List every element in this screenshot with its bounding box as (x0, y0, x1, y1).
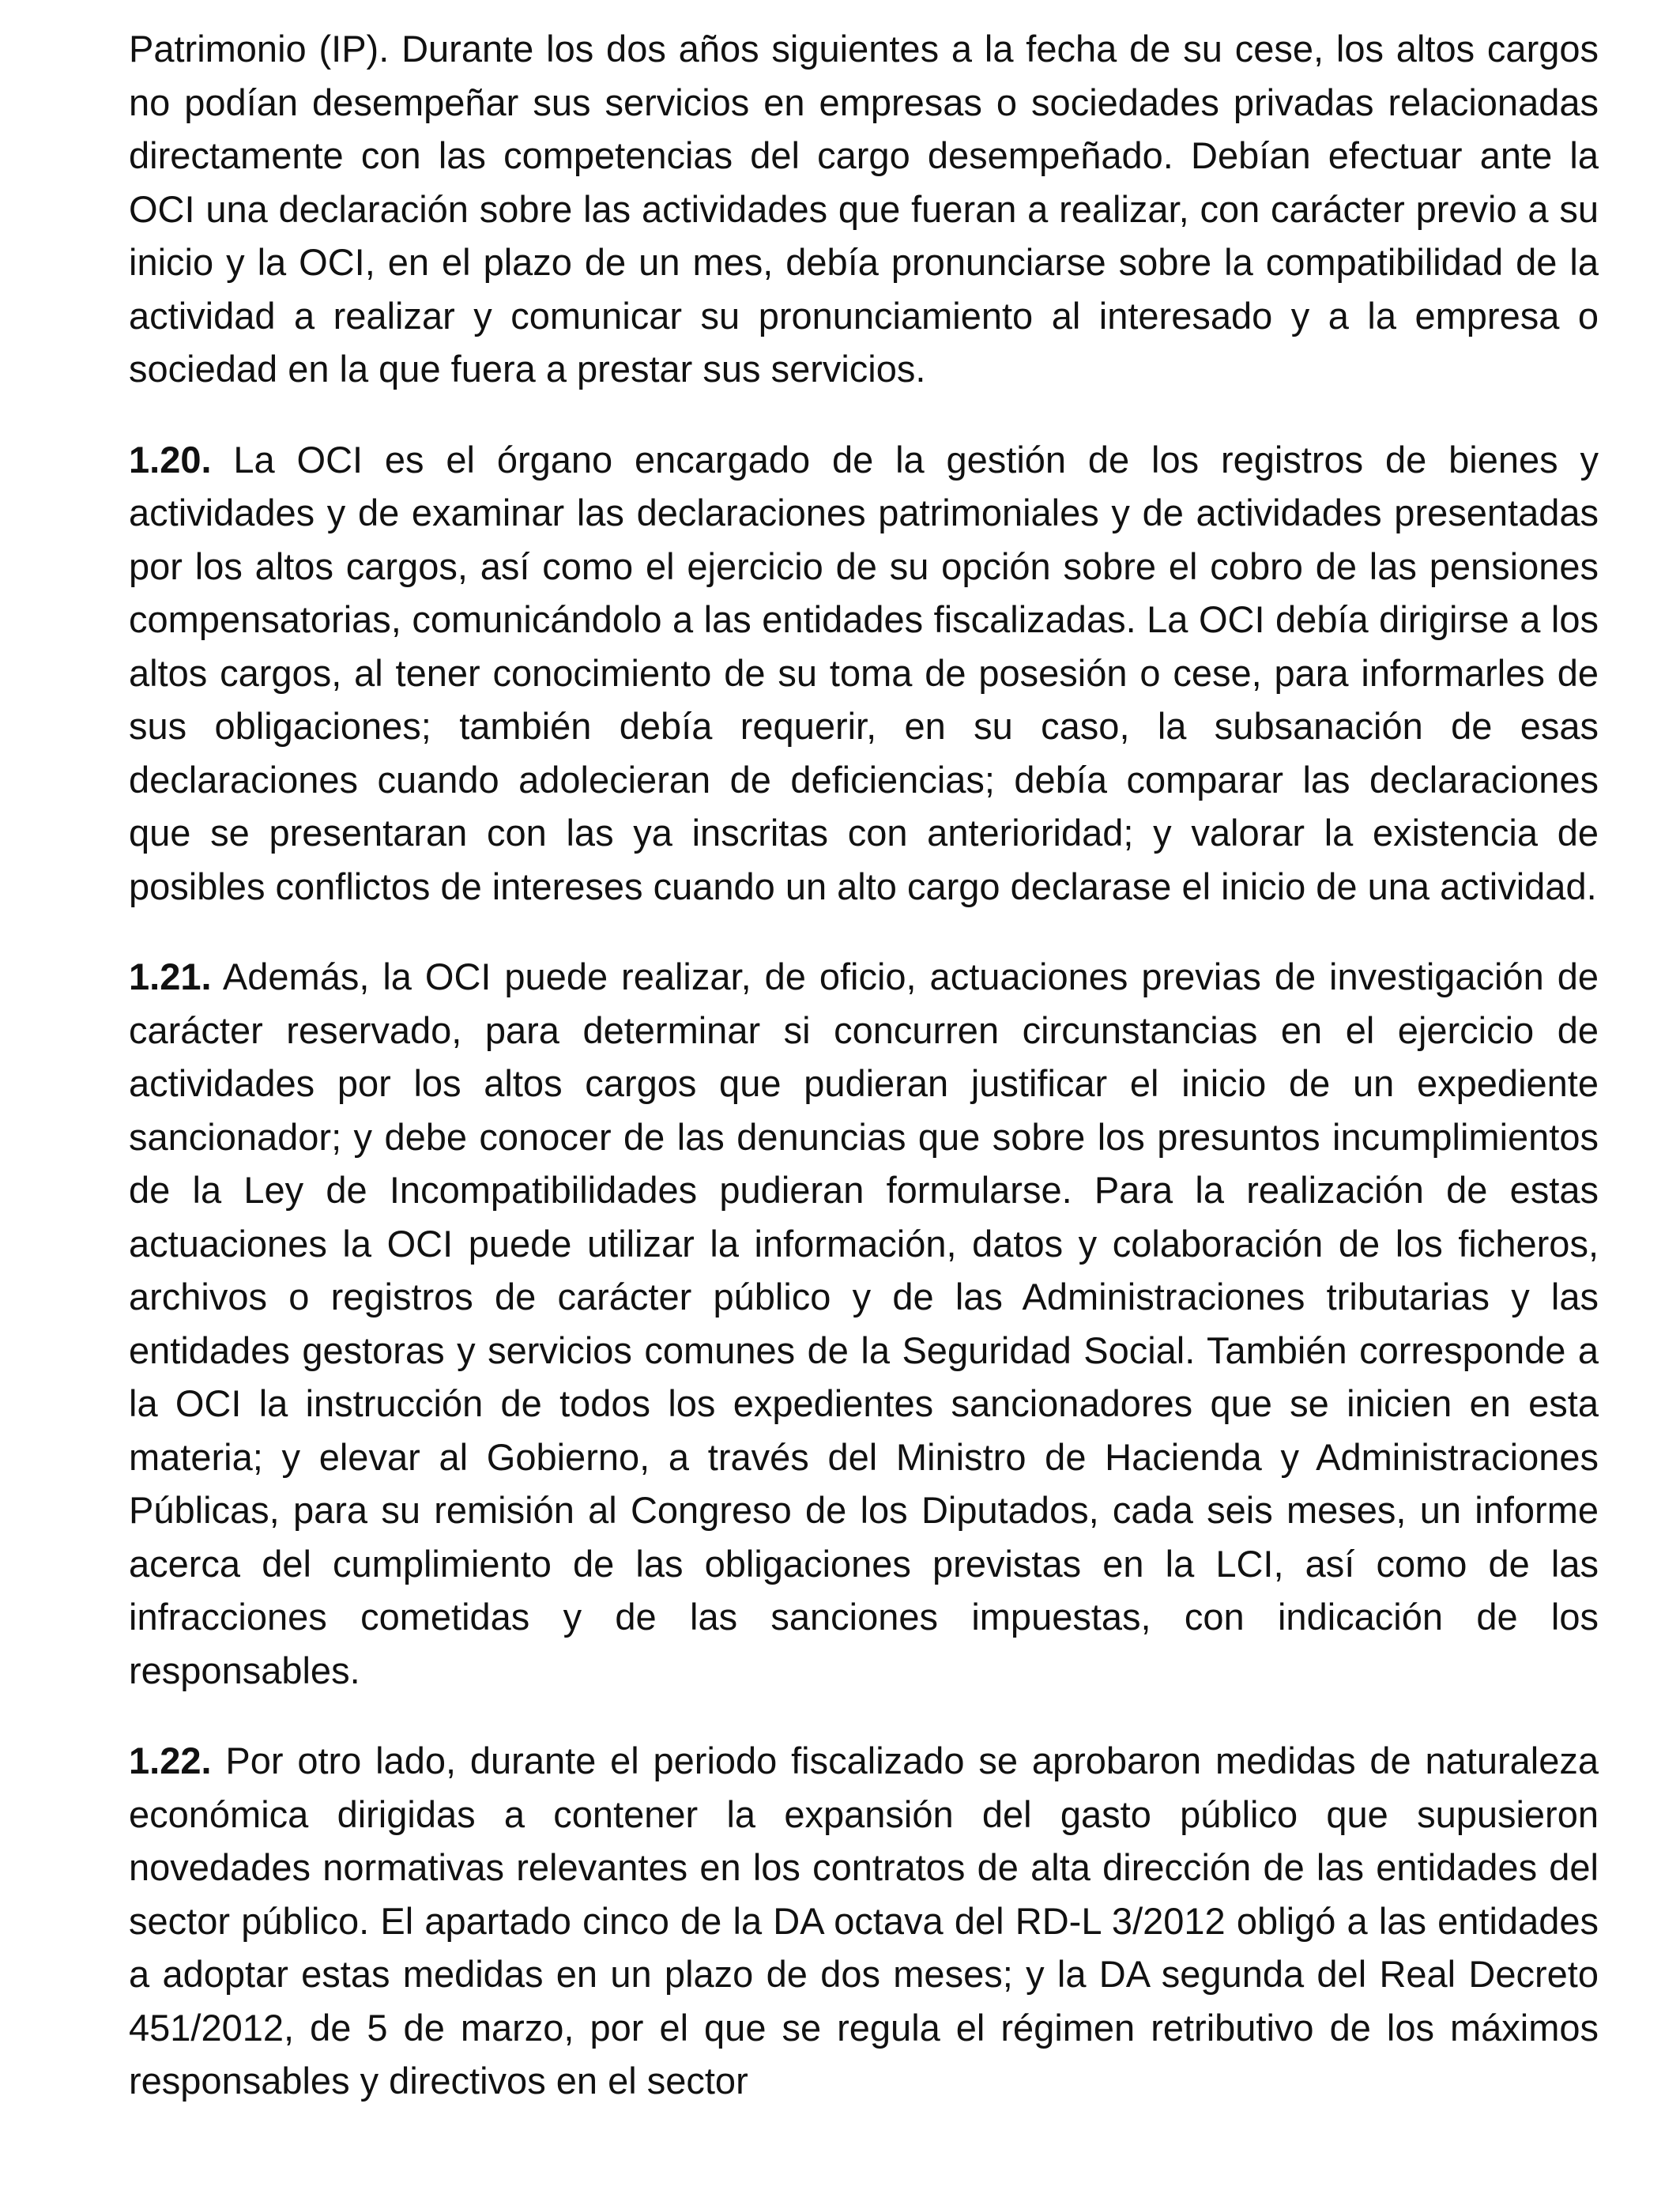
document-page (129, 22, 1599, 2145)
paragraph-1-21 (129, 950, 1599, 1697)
paragraph-text: Patrimonio (IP). Durante los dos años siguientes a la fecha de su cese, los altos cargos no podían desempeñar sus servicios en empresas o sociedades privadas relacionadas directamente con las competencias del cargo desempeñado. Debían efectuar ante la OCI una declaración sobre las actividades que fueran a realizar, con carácter previo a su inicio y la OCI, en el plazo de un mes, debía pronunciarse sobre la compatibilidad de la actividad a realizar y comunicar su pronunciamiento al interesado y a la empresa o sociedad en la que fuera a prestar sus servicios. (129, 28, 1599, 390)
paragraph-1-22 (129, 1734, 1599, 2108)
paragraph-text: La OCI es el órgano encargado de la gestión de los registros de bienes y actividades y de examinar las declaraciones patrimoniales y de actividades presentadas por los altos cargos, así como el ejercicio de su opción sobre el cobro de las pensiones compensatorias, comunicándolo a las entidades fiscalizadas. La OCI debía dirigirse a los altos cargos, al tener conocimiento de su toma de posesión o cese, para informarles de sus obligaciones; también debía requerir, en su caso, la subsanación de esas declaraciones cuando adolecieran de deficiencias; debía comparar las declaraciones que se presentaran con las ya inscritas con anterioridad; y valorar la existencia de posibles conflictos de intereses cuando un alto cargo declarase el inicio de una actividad. (129, 438, 1599, 907)
paragraph-text: Además, la OCI puede realizar, de oficio, actuaciones previas de investigación de carácter reservado, para determinar si concurren circunstancias en el ejercicio de actividades por los altos cargos que pudieran justificar el inicio de un expediente sancionador; y debe conocer de las denuncias que sobre los presuntos incumplimientos de la Ley de Incompatibilidades pudieran formularse. Para la realización de estas actuaciones la OCI puede utilizar la información, datos y colaboración de los ficheros, archivos o registros de carácter público y de las Administraciones tributarias y las entidades gestoras y servicios comunes de la Seguridad Social. También corresponde a la OCI la instrucción de todos los expedientes sancionadores que se inicien en esta materia; y elevar al Gobierno, a través del Ministro de Hacienda y Administraciones Públicas, para su remisión al Congreso de los Diputados, cada seis meses, un informe acerca del cumplimiento de las obligaciones previstas en la LCI, así como de las infracciones cometidas y de las sanciones impuestas, con indicación de los responsables. (129, 956, 1599, 1691)
paragraph-number: 1.21. (129, 956, 212, 997)
paragraph-number: 1.22. (129, 1740, 212, 1781)
paragraph-continuation (129, 22, 1599, 396)
paragraph-text: Por otro lado, durante el periodo fiscalizado se aprobaron medidas de naturaleza económica dirigidas a contener la expansión del gasto público que supusieron novedades normativas relevantes en los contratos de alta dirección de las entidades del sector público. El apartado cinco de la DA octava del RD-L 3/2012 obligó a las entidades a adoptar estas medidas en un plazo de dos meses; y la DA segunda del Real Decreto 451/2012, de 5 de marzo, por el que se regula el régimen retributivo de los máximos responsables y directivos en el sector (129, 1740, 1599, 2102)
paragraph-number: 1.20. (129, 438, 212, 481)
paragraph-1-20 (129, 433, 1599, 914)
